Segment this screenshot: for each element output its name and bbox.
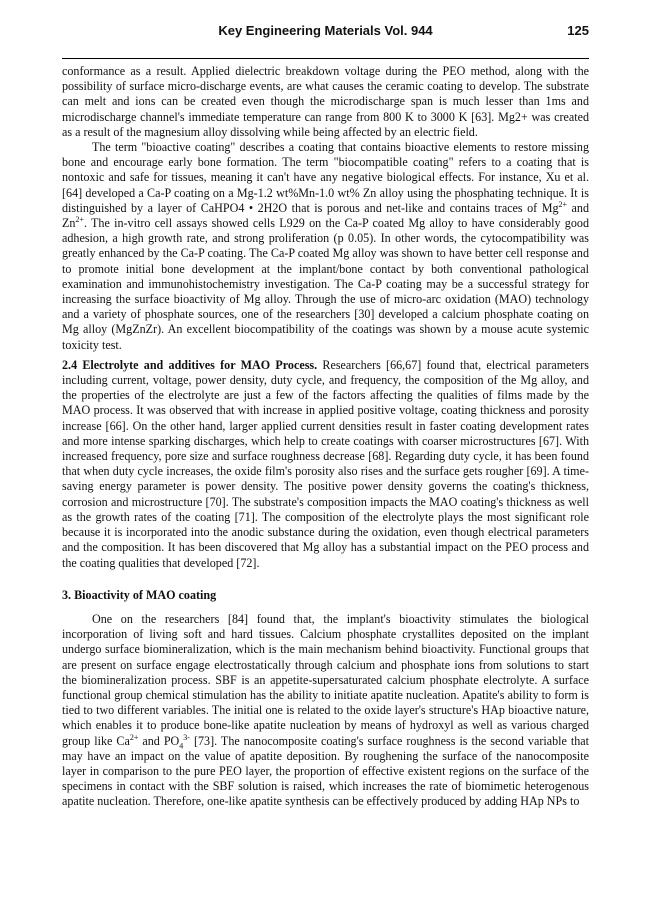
superscript-po4: 3- bbox=[183, 732, 190, 742]
section-2-4-heading: 2.4 Electrolyte and additives for MAO Process. bbox=[62, 357, 318, 372]
paragraph-2 bbox=[62, 140, 589, 353]
page-number: 125 bbox=[567, 23, 589, 38]
subscript-po4: 4 bbox=[179, 740, 184, 750]
paragraph-3 bbox=[62, 358, 589, 571]
paragraph-4-part-b: and PO bbox=[138, 733, 180, 748]
paragraph-4 bbox=[62, 612, 589, 810]
paragraph-4-part-a: One on the researchers [84] found that, the implant's bioactivity stimulates the biological incorporation of living soft and hard tissues. Calcium phosphate crystallites deposited on the implant undergo surface biomineralization, which is the main mechanism behind bioactivity. Functional groups that are present on surface engage electrostatically through calcium and phosphate ions from solutions to start the biomineralization process. SBF is an appetite-supersaturated calcium phosphate electrolyte. A surface functional group chemical stimulation has the ability to initiate apatite nucleation. Apatite's ability to form is tied to two different variables. The initial one is related to the oxide layer's structure's HAp bioactive nature, which enables it to produce bone-like apatite nucleation by means of hydroxyl as well as various charged group like Ca bbox=[62, 611, 589, 748]
paragraph-4-part-c: [73]. The nanocomposite coating's surface roughness is the second variable that may have an impact on the value of apatite deposition. By roughening the surface of the nanocomposite layer in comparison to the pure PEO layer, the proportion of effective existent regions on the surface of the specimens in contact with the SBF solution is raised, which increases the rate of biomimetic heterogenous apatite nucleation. Therefore, one-like apatite synthesis can be effectively produced by adding HAp NPs to bbox=[62, 733, 589, 809]
running-header bbox=[62, 23, 589, 41]
paragraph-2-part-a: The term "bioactive coating" describes a coating that contains bioactive elements to restore missing bone and encourage early bone formation. The term "biocompatible coating" refers to a coating that is nontoxic and safe for tissues, meaning it can't have any negative biological effects. For instance, Xu et al. [64] developed a Ca-P coating on a Mg-1.2 wt%Mn-1.0 wt% Zn alloy using the phosphating technique. It is distinguished by a layer of CaHPO4 • 2H2O that is porous and net-like and contains traces of Mg bbox=[62, 140, 589, 215]
paragraph-2-part-b: and Zn bbox=[62, 200, 589, 231]
paragraph-2-part-c: . The in-vitro cell assays showed cells L929 on the Ca-P coated Mg alloy to have considerably good adhesion, a high growth rate, and strong proliferation (p 0.05). In other words, the cytocompatibility was greatly enhanced by the Ca-P coating. The Ca-P coated Mg alloy was shown to have better cell response and to promote initial bone development at the implant/bone contact by both conventional pathological examination and immunohistochemistry investigation. The Ca-P coating may be a successful strategy for increasing the surface bioactivity of Mg alloy. Through the use of micro-arc oxidation (MAO) technology and a variety of phosphate sources, one of the researchers [30] developed a calcium phosphate coating on Mg alloy (MgZnZr). An excellent biocompatibility of the coatings was shown by a mouse acute systemic toxicity test. bbox=[62, 216, 589, 352]
superscript-mg: 2+ bbox=[558, 199, 568, 209]
paragraph-3-text: Researchers [66,67] found that, electrical parameters including current, voltage, power density, duty cycle, and frequency, the composition of the Mg alloy, and the properties of the electrolyte are just a few of the factors affecting the qualities of films made by the MAO process. It was observed that with increase in applied positive voltage, coating thickness and porosity increase [66]. On the other hand, larger applied current densities result in faster coating development rates and more intense sparking discharges, which help to create coatings with coarser microstructures [67]. With increased frequency, pore size and surface roughness decrease [68]. Regarding duty cycle, it has been found that when duty cycle increases, the oxide film's porosity also rises and the surface gets rougher [69]. A time-saving energy parameter is power density. The positive power density governs the coating's thickness, corrosion and microstructure [70]. The substrate's composition impacts the MAO coating's thickness as well as the growth rates of the coating [71]. The composition of the electrolyte plays the most significant role because it is incorporated into the anodic substance during the oxidation, even though electrical parameters and the composition. It has been discovered that Mg alloy has a substantial impact on the PEO process and the coating qualities that developed [72]. bbox=[62, 357, 589, 570]
body-text bbox=[62, 64, 589, 810]
paragraph-1: conformance as a result. Applied dielectric breakdown voltage during the PEO method, along with the possibility of surface micro-discharge events, are what causes the ceramic coating to develop. The substrate can melt and ions can be created even though the microdischarge span is much lesser than 1ms and microdischarge channel's immediate temperature can range from 800 K to 3000 K [63]. Mg2+ was created as a result of the magnesium alloy dissolving while being affected by an electric field. bbox=[62, 64, 589, 139]
section-3-heading: 3. Bioactivity of MAO coating bbox=[62, 587, 217, 602]
journal-title: Key Engineering Materials Vol. 944 bbox=[218, 23, 433, 38]
superscript-ca: 2+ bbox=[129, 732, 139, 742]
superscript-zn: 2+ bbox=[75, 215, 84, 224]
header-rule bbox=[62, 58, 589, 59]
